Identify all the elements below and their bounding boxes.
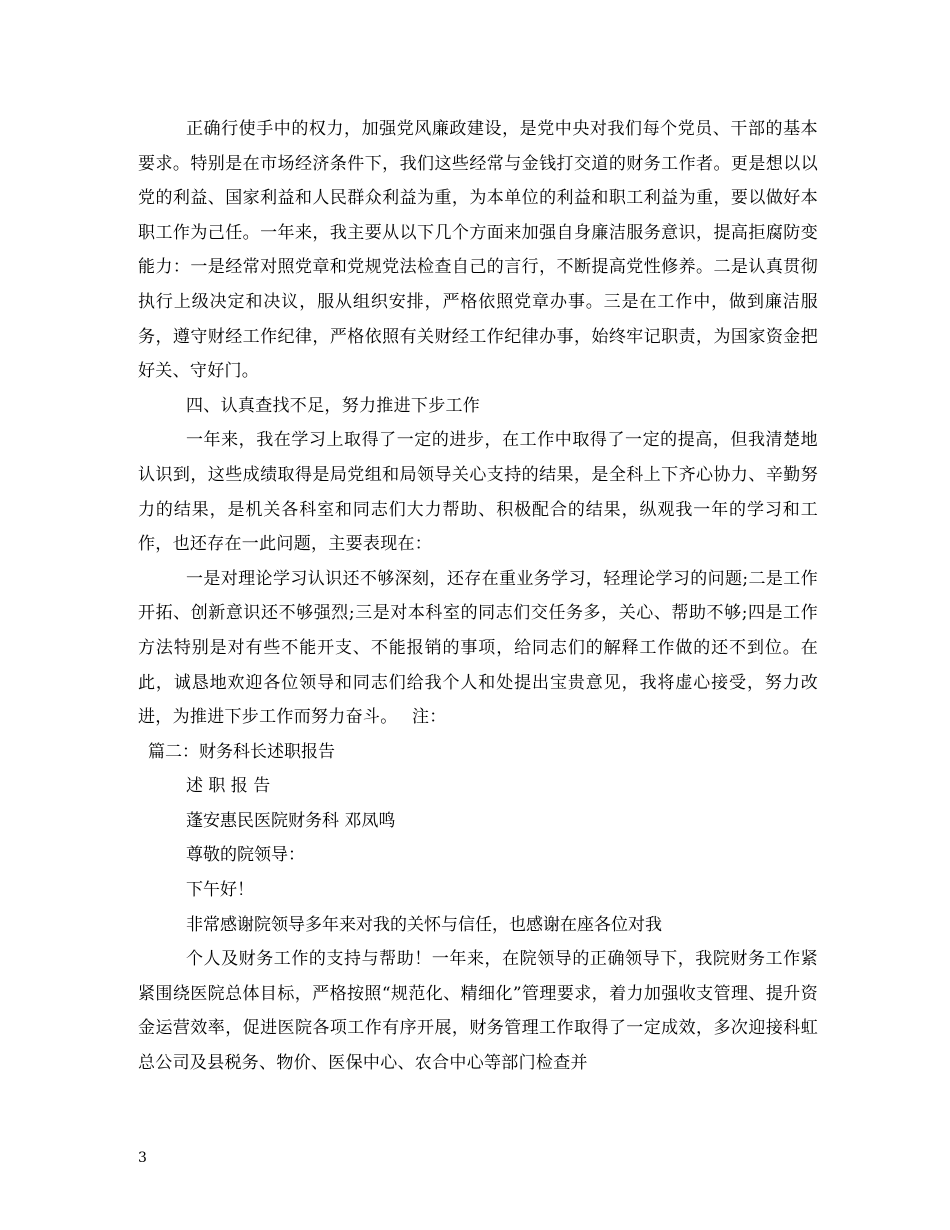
greeting: 下午好！ <box>186 880 254 901</box>
page-number: 3 <box>138 1150 147 1166</box>
salutation: 尊敬的院领导： <box>186 845 305 866</box>
paragraph-achievements: 一年来，我在学习上取得了一定的进步，在工作中取得了一定的提高，但我清楚地认识到，这些成绩取得是局党组和局领导关心支持的结果，是全科上下齐心协力、辛勤努力的结果，是机关各科室和同志们大力帮助、积极配合的结果，纵观我一年的学习和工作，也还存在一此问题，主要表现在： <box>138 430 818 555</box>
document-body <box>138 112 818 1081</box>
second-article-title: 篇二：财务科长述职报告 <box>148 741 335 762</box>
paragraph-financial-work: 个人及财务工作的支持与帮助！一年来，在院领导的正确领导下，我院财务工作紧紧围绕医院总体目标，严格按照“规范化、精细化”管理要求，着力加强收支管理、提升资金运营效率，促进医院各项工作有序开展，财务管理工作取得了一定成效，多次迎接科虹总公司及县税务、物价、医保中心、农合中心等部门检查并 <box>138 949 818 1074</box>
section-heading-shortcomings: 四、认真查找不足，努力推进下步工作 <box>186 395 481 416</box>
paragraph-integrity: 正确行使手中的权力，加强党风廉政建设，是党中央对我们每个党员、干部的基本要求。特别是在市场经济条件下，我们这些经常与金钱打交道的财务工作者。更是想以以党的利益、国家利益和人民群众利益为重，为本单位的利益和职工利益为重，要以做好本职工作为己任。一年来，我主要从以下几个方面来加强自身廉洁服务意识，提高拒腐防变能力：一是经常对照党章和党规党法检查自己的言行，不断提高党性修养。二是认真贯彻执行上级决定和决议，服从组织安排，严格依照党章办事。三是在工作中，做到廉洁服务，遵守财经工作纪律，严格依照有关财经工作纪律办事，始终牢记职责，为国家资金把好关、守好门。 <box>138 119 818 382</box>
report-author: 蓬安惠民医院财务科 邓凤鸣 <box>186 810 396 831</box>
paragraph-problems: 一是对理论学习认识还不够深刻，还存在重业务学习，轻理论学习的问题;二是工作开拓、创新意识还不够强烈;三是对本科室的同志们交任务多，关心、帮助不够;四是工作方法特别是对有些不能开支、不能报销的事项，给同志们的解释工作做的还不到位。在此，诚恳地欢迎各位领导和同志们给我个人和处提出宝贵意见，我将虚心接受，努力改进，为推进下步工作而努力奋斗。 注： <box>138 568 818 728</box>
thanks-line: 非常感谢院领导多年来对我的关怀与信任，也感谢在座各位对我 <box>186 914 662 935</box>
report-heading: 述 职 报 告 <box>186 776 271 797</box>
